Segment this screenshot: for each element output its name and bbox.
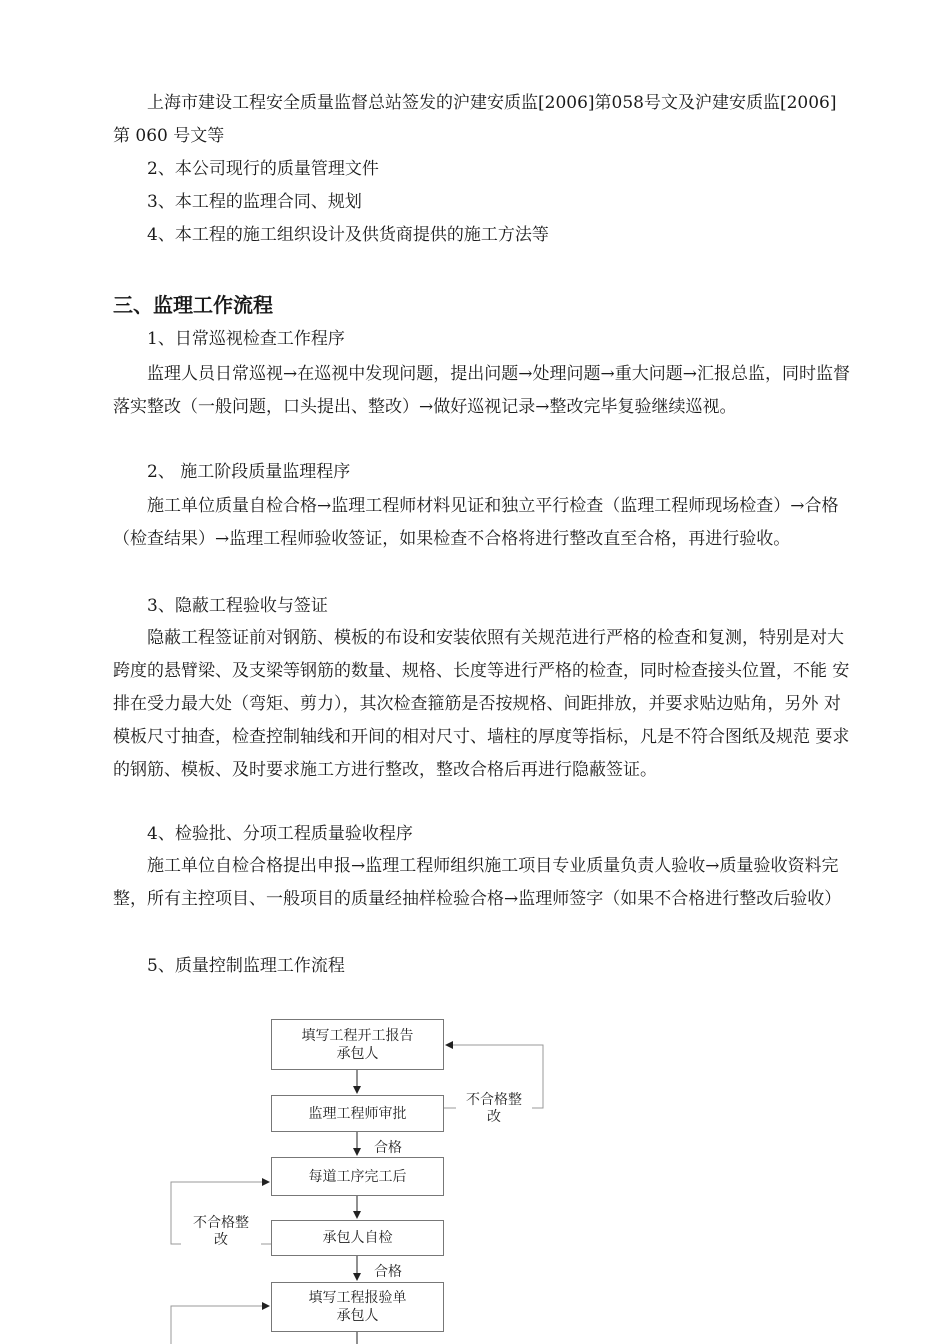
subsection-body-4: 施工单位自检合格提出申报→监理工程师组织施工项目专业质量负责人验收→质量验收资料完整，所有主控项目、一般项目的质量经抽样检验合格→监理师签字（如果不合格进行整改后验收） [113,856,842,909]
subsection-title-4: 4、检验批、分项工程质量验收程序 [147,824,413,844]
flow-box-start-report: 填写工程开工报告 承包人 [271,1019,444,1070]
flow-box-after-each-process: 每道工序完工后 [271,1157,444,1196]
reference-item-4: 4、本工程的施工组织设计及供货商提供的施工方法等 [147,225,549,245]
subsection-title-5: 5、质量控制监理工作流程 [147,956,345,976]
flow-box-contractor-self-check: 承包人自检 [271,1220,444,1256]
subsection-title-2: 2、 施工阶段质量监理程序 [147,462,351,482]
label-pass-2: 合格 [374,1264,402,1280]
reference-item-3: 3、本工程的监理合同、规划 [147,192,362,212]
section-heading-3: 三、监理工作流程 [113,293,273,317]
label-pass-1: 合格 [374,1140,402,1156]
loop-into-box5 [171,1306,269,1344]
label-reject-right: 不合格整 改 [456,1092,532,1126]
subsection-body-3: 隐蔽工程签证前对钢筋、模板的布设和安装依照有关规范进行严格的检查和复测，特别是对大跨度的悬臂梁、及支梁等钢筋的数量、规格、长度等进行严格的检查，同时检查接头位置，不能 安排在受力最大处（弯矩、剪力），其次检查箍筋是否按规格、间距排放，并要求贴边贴角，另外 对模板尺寸抽查，检查控制轴线和开间的相对尺寸、墙柱的厚度等指标，凡是不符合图纸及规范 要求的钢筋、模板、及时要求施工方进行整改，整改合格后再进行隐蔽签证。 [113,628,850,780]
subsection-title-3: 3、隐蔽工程验收与签证 [147,596,328,616]
label-reject-left: 不合格整 改 [181,1215,261,1249]
subsection-body-1: 监理人员日常巡视→在巡视中发现问题，提出问题→处理问题→重大问题→汇报总监，同时监督落实整改（一般问题，口头提出、整改）→做好巡视记录→整改完毕复验继续巡视。 [113,364,850,417]
subsection-body-2: 施工单位质量自检合格→监理工程师材料见证和独立平行检查（监理工程师现场检查）→合格（检查结果）→监理工程师验收签证，如果检查不合格将进行整改直至合格，再进行验收。 [113,496,839,549]
reference-paragraph-continued: 上海市建设工程安全质量监督总站签发的沪建安质监[2006]第058号文及沪建安质监[2006]第 060 号文等 [113,93,837,146]
flow-box-engineer-approval: 监理工程师审批 [271,1095,444,1132]
flow-box-inspection-form: 填写工程报验单 承包人 [271,1282,444,1332]
subsection-title-1: 1、日常巡视检查工作程序 [147,329,345,349]
reference-item-2: 2、本公司现行的质量管理文件 [147,159,379,179]
